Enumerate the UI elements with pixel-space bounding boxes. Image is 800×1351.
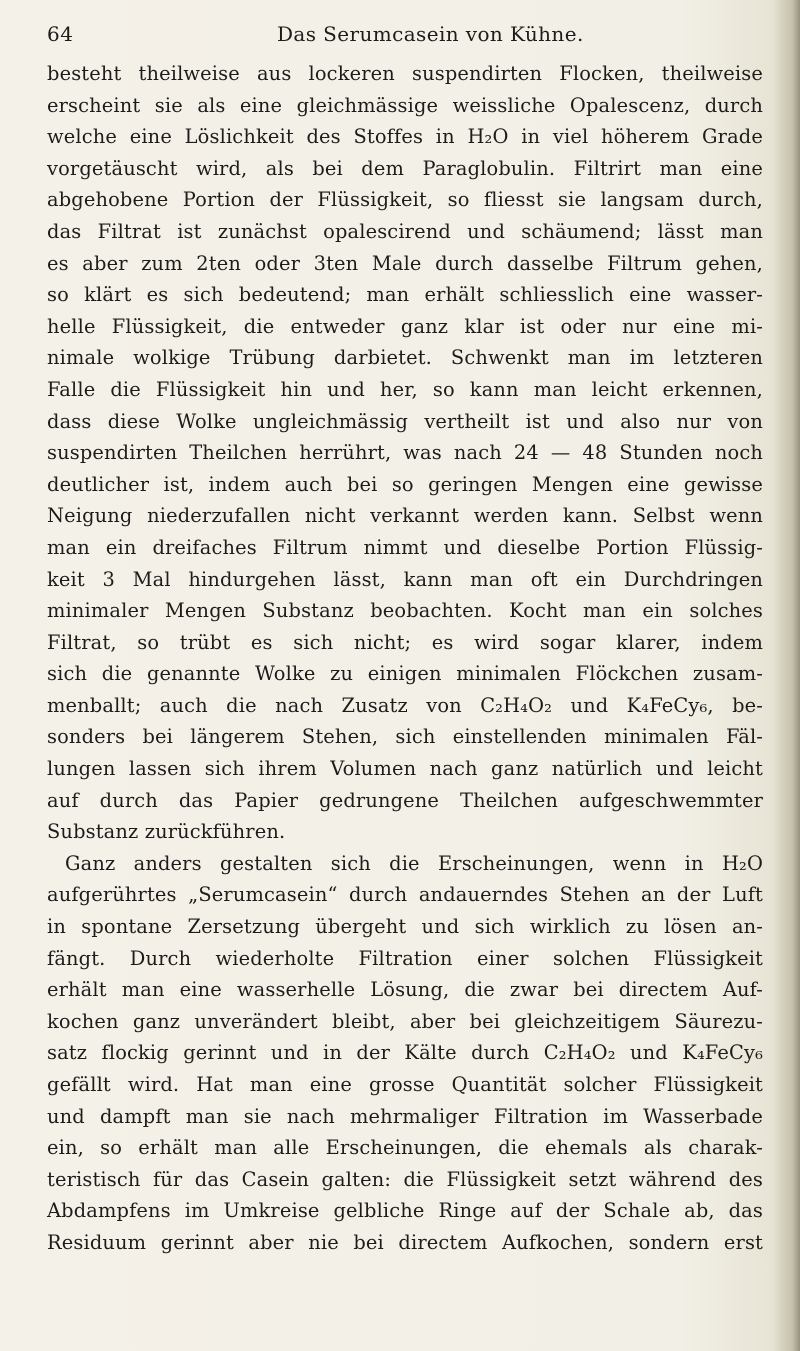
text-line: dass diese Wolke ungleichmässig vertheilt ist und also nur von xyxy=(47,409,763,433)
text-line: erhält man eine wasserhelle Lösung, die zwar bei directem Auf- xyxy=(47,978,763,1002)
text-line: teristisch für das Casein galten: die Flüssigkeit setzt während des xyxy=(47,1167,763,1191)
text-line: so klärt es sich bedeutend; man erhält schliesslich eine wasser- xyxy=(47,283,763,307)
text-line: Falle die Flüssigkeit hin und her, so kann man leicht erkennen, xyxy=(47,377,763,401)
text-line: welche eine Löslichkeit des Stoffes in H₂O in viel höherem Grade xyxy=(47,125,763,149)
text-line: aufgerührtes „Serumcasein“ durch andauerndes Stehen an der Luft xyxy=(47,883,763,907)
text-line: gefällt wird. Hat man eine grosse Quantität solcher Flüssigkeit xyxy=(47,1073,763,1096)
text-line: Ganz anders gestalten sich die Erscheinungen, wenn in H₂O xyxy=(65,851,763,875)
text-line: sonders bei längerem Stehen, sich einstellenden minimalen Fäl- xyxy=(47,725,763,749)
text-line: nimale wolkige Trübung darbietet. Schwenkt man im letzteren xyxy=(47,346,763,370)
text-line: kochen ganz unverändert bleibt, aber bei gleichzeitigem Säurezu- xyxy=(47,1009,763,1033)
text-line: deutlicher ist, indem auch bei so geringen Mengen eine gewisse xyxy=(47,472,763,496)
text-line: suspendirten Theilchen herrührt, was nach 24 — 48 Stunden noch xyxy=(47,441,763,465)
text-line: Residuum gerinnt aber nie bei directem Aufkochen, sondern erst xyxy=(47,1230,763,1254)
text-line: Substanz zurückführen. xyxy=(47,820,286,844)
text-line: besteht theilweise aus lockeren suspendirten Flocken, theilweise xyxy=(47,62,763,85)
text-line: man ein dreifaches Filtrum nimmt und dieselbe Portion Flüssig- xyxy=(47,535,763,559)
running-head-title: Das Serumcasein von Kühne. xyxy=(277,22,584,46)
text-line: und dampft man sie nach mehrmaliger Filtration im Wasserbade xyxy=(47,1104,763,1128)
text-line: erscheint sie als eine gleichmässige weissliche Opalescenz, durch xyxy=(47,93,763,117)
text-line: helle Flüssigkeit, die entweder ganz klar ist oder nur eine mi- xyxy=(47,314,763,338)
text-line: in spontane Zersetzung übergeht und sich wirklich zu lösen an- xyxy=(47,915,763,939)
text-line: abgehobene Portion der Flüssigkeit, so fliesst sie langsam durch, xyxy=(47,188,763,212)
text-line: Abdampfens im Umkreise gelbliche Ringe auf der Schale ab, das xyxy=(47,1199,763,1223)
text-line: menballt; auch die nach Zusatz von C₂H₄O₂ und K₄FeCy₆, be- xyxy=(47,693,763,717)
text-line: sich die genannte Wolke zu einigen minimalen Flöckchen zusam- xyxy=(47,662,763,686)
text-line: Filtrat, so trübt es sich nicht; es wird sogar klarer, indem xyxy=(47,630,763,654)
text-line: vorgetäuscht wird, als bei dem Paraglobulin. Filtrirt man eine xyxy=(47,156,763,180)
text-line: minimaler Mengen Substanz beobachten. Kocht man ein solches xyxy=(47,599,763,623)
text-line: das Filtrat ist zunächst opalescirend und schäumend; lässt man xyxy=(47,219,763,243)
page-edge-shadow xyxy=(774,0,800,1351)
body-text xyxy=(47,58,763,1259)
text-line: satz flockig gerinnt und in der Kälte durch C₂H₄O₂ und K₄FeCy₆ xyxy=(47,1041,763,1065)
running-head xyxy=(47,14,747,54)
text-line: lungen lassen sich ihrem Volumen nach ganz natürlich und leicht xyxy=(47,757,763,781)
text-line: Neigung niederzufallen nicht verkannt werden kann. Selbst wenn xyxy=(47,504,763,528)
text-line: fängt. Durch wiederholte Filtration einer solchen Flüssigkeit xyxy=(47,946,763,970)
text-line: keit 3 Mal hindurgehen lässt, kann man oft ein Durchdringen xyxy=(47,567,763,591)
text-line: es aber zum 2ten oder 3ten Male durch dasselbe Filtrum gehen, xyxy=(47,251,763,275)
page-number: 64 xyxy=(47,22,74,46)
text-line: ein, so erhält man alle Erscheinungen, die ehemals als charak- xyxy=(47,1136,763,1160)
text-line: auf durch das Papier gedrungene Theilchen aufgeschwemmter xyxy=(47,788,763,812)
